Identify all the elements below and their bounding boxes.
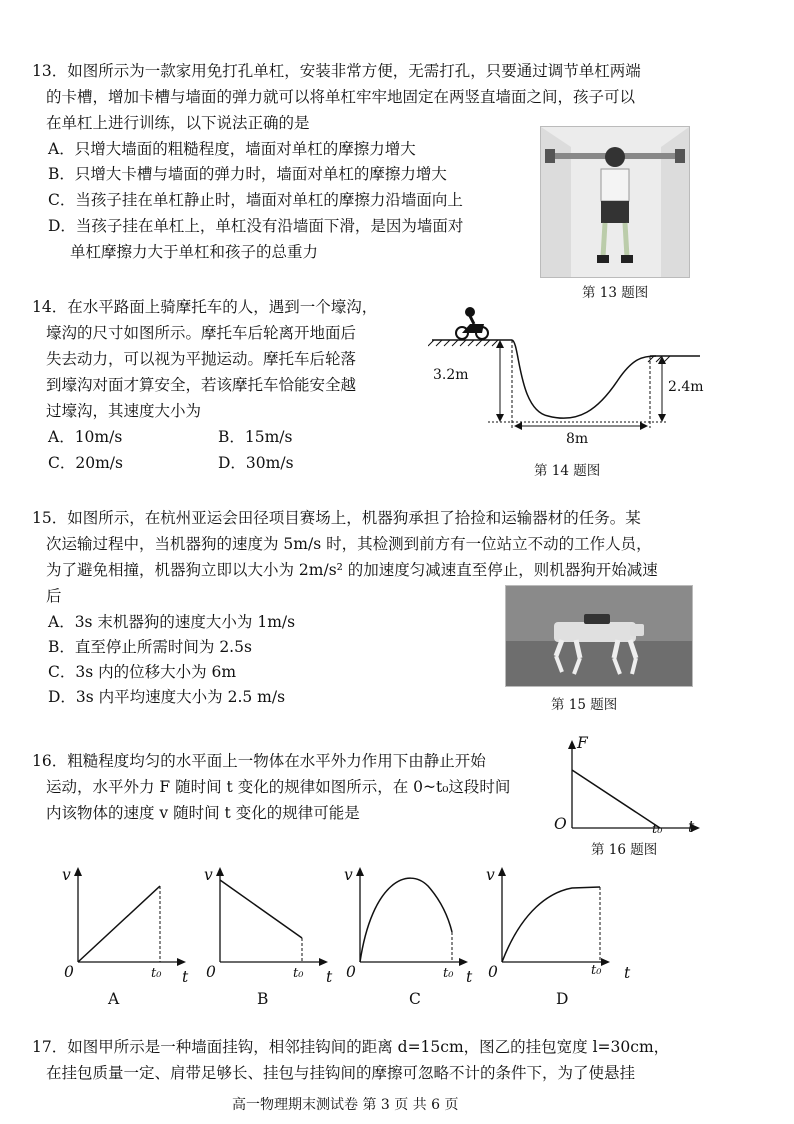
- graph-b-label: B: [257, 990, 269, 1008]
- q13-line-3: 在单杠上进行训练，以下说法正确的是: [46, 114, 310, 132]
- q14-height-right: 2.4m: [668, 379, 704, 395]
- graph-c-origin: 0: [346, 963, 356, 981]
- q13-line-1: 13．如图所示为一款家用免打孔单杠，安装非常方便，无需打孔，只要通过调节单杠两端: [32, 62, 641, 80]
- q14-option-c: C．20m/s: [48, 454, 123, 472]
- graph-b-t0: t₀: [293, 966, 304, 981]
- q13-option-b: B．只增大卡槽与墙面的弹力时，墙面对单杠的摩擦力增大: [48, 165, 447, 183]
- robot-dog-illustration: [506, 586, 692, 686]
- q16-line-1: 16．粗糙程度均匀的水平面上一物体在水平外力作用下由静止开始: [32, 752, 486, 770]
- graph-b-x-label: t: [326, 968, 333, 986]
- q14-width: 8m: [566, 431, 589, 447]
- q15-option-b: B．直至停止所需时间为 2.5s: [48, 638, 252, 656]
- q13-caption: 第 13 题图: [582, 285, 649, 301]
- graph-a-origin: 0: [64, 963, 74, 981]
- q14-ditch-figure: [428, 300, 718, 440]
- graph-d-origin: 0: [488, 963, 498, 981]
- q15-line-4: 后: [46, 587, 62, 605]
- graph-c-t0: t₀: [443, 966, 454, 981]
- q14-option-d: D．30m/s: [218, 454, 294, 472]
- q16-force-x-label: t: [688, 818, 695, 836]
- q15-line-3: 为了避免相撞，机器狗立即以大小为 2m/s² 的加速度匀减速直至停止，则机器狗开始减速: [46, 561, 658, 579]
- q15-photo: [505, 585, 693, 687]
- page-footer: 高一物理期末测试卷 第 3 页 共 6 页: [232, 1097, 459, 1113]
- q13-option-d-cont: 单杠摩擦力大于单杠和孩子的总重力: [70, 243, 319, 261]
- q15-caption: 第 15 题图: [551, 697, 618, 713]
- graph-a-label: A: [108, 990, 120, 1008]
- graph-b-y-label: v: [204, 866, 213, 884]
- q15-option-d: D．3s 内平均速度大小为 2.5 m/s: [48, 688, 286, 706]
- graph-a-x-label: t: [182, 968, 189, 986]
- q16-line-3: 内该物体的速度 v 随时间 t 变化的规律可能是: [46, 804, 360, 822]
- graph-a-t0: t₀: [151, 966, 162, 981]
- graph-c: [356, 867, 468, 966]
- graph-d-x-label: t: [624, 964, 631, 982]
- q14-line-5: 过壕沟，其速度大小为: [46, 402, 202, 420]
- q15-option-a: A．3s 末机器狗的速度大小为 1m/s: [48, 613, 296, 631]
- q13-option-c: C．当孩子挂在单杠静止时，墙面对单杠的摩擦力沿墙面向上: [48, 191, 463, 209]
- graph-c-label: C: [409, 990, 421, 1008]
- graph-d-y-label: v: [486, 866, 495, 884]
- q16-force-graph: [550, 736, 710, 841]
- q15-line-2: 次运输过程中，当机器狗的速度为 5m/s 时，其检测到前方有一位站立不动的工作人员，: [46, 535, 652, 553]
- pullup-bar-illustration: [541, 127, 689, 277]
- q14-line-2: 壕沟的尺寸如图所示。摩托车后轮离开地面后: [46, 324, 357, 342]
- q15-option-c: C．3s 内的位移大小为 6m: [48, 663, 237, 681]
- motorcycle-icon: [456, 307, 488, 339]
- q14-line-3: 失去动力，可以视为平抛运动。摩托车后轮落: [46, 350, 357, 368]
- graph-d-label: D: [556, 990, 569, 1008]
- q16-force-y-label: F: [577, 734, 588, 752]
- q13-option-a: A．只增大墙面的粗糙程度，墙面对单杠的摩擦力增大: [48, 140, 416, 158]
- q14-line-4: 到壕沟对面才算安全，若该摩托车恰能安全越: [46, 376, 357, 394]
- q17-line-2: 在挂包质量一定、肩带足够长、挂包与挂钩间的摩擦可忽略不计的条件下，为了使悬挂: [46, 1064, 636, 1082]
- graph-c-x-label: t: [466, 968, 473, 986]
- q16-velocity-graphs: [60, 862, 660, 980]
- graph-d-t0: t₀: [591, 963, 602, 978]
- q14-line-1: 14．在水平路面上骑摩托车的人，遇到一个壕沟，: [32, 298, 378, 316]
- graph-a-y-label: v: [62, 866, 71, 884]
- q16-caption: 第 16 题图: [591, 842, 658, 858]
- graph-d: [498, 867, 610, 966]
- q14-option-a: A．10m/s: [48, 428, 123, 446]
- q13-line-2: 的卡槽，增加卡槽与墙面的弹力就可以将单杠牢牢地固定在两竖直墙面之间，孩子可以: [46, 88, 636, 106]
- q14-height-left: 3.2m: [433, 367, 469, 383]
- q13-photo: [540, 126, 690, 278]
- graph-a: [74, 867, 186, 966]
- q14-option-b: B．15m/s: [218, 428, 293, 446]
- q13-option-d: D．当孩子挂在单杠上，单杠没有沿墙面下滑，是因为墙面对: [48, 217, 464, 235]
- graph-b: [216, 867, 328, 966]
- q16-force-t0: t₀: [652, 822, 663, 837]
- graph-b-origin: 0: [206, 963, 216, 981]
- q14-caption: 第 14 题图: [534, 463, 601, 479]
- q15-line-1: 15．如图所示，在杭州亚运会田径项目赛场上，机器狗承担了拾捡和运输器材的任务。某: [32, 509, 641, 527]
- q16-force-origin: O: [554, 815, 567, 833]
- q16-line-2: 运动，水平外力 F 随时间 t 变化的规律如图所示，在 0~t₀这段时间: [46, 778, 511, 796]
- graph-c-y-label: v: [344, 866, 353, 884]
- q17-line-1: 17．如图甲所示是一种墙面挂钩，相邻挂钩间的距离 d=15cm，图乙的挂包宽度 l=30cm，: [32, 1038, 670, 1056]
